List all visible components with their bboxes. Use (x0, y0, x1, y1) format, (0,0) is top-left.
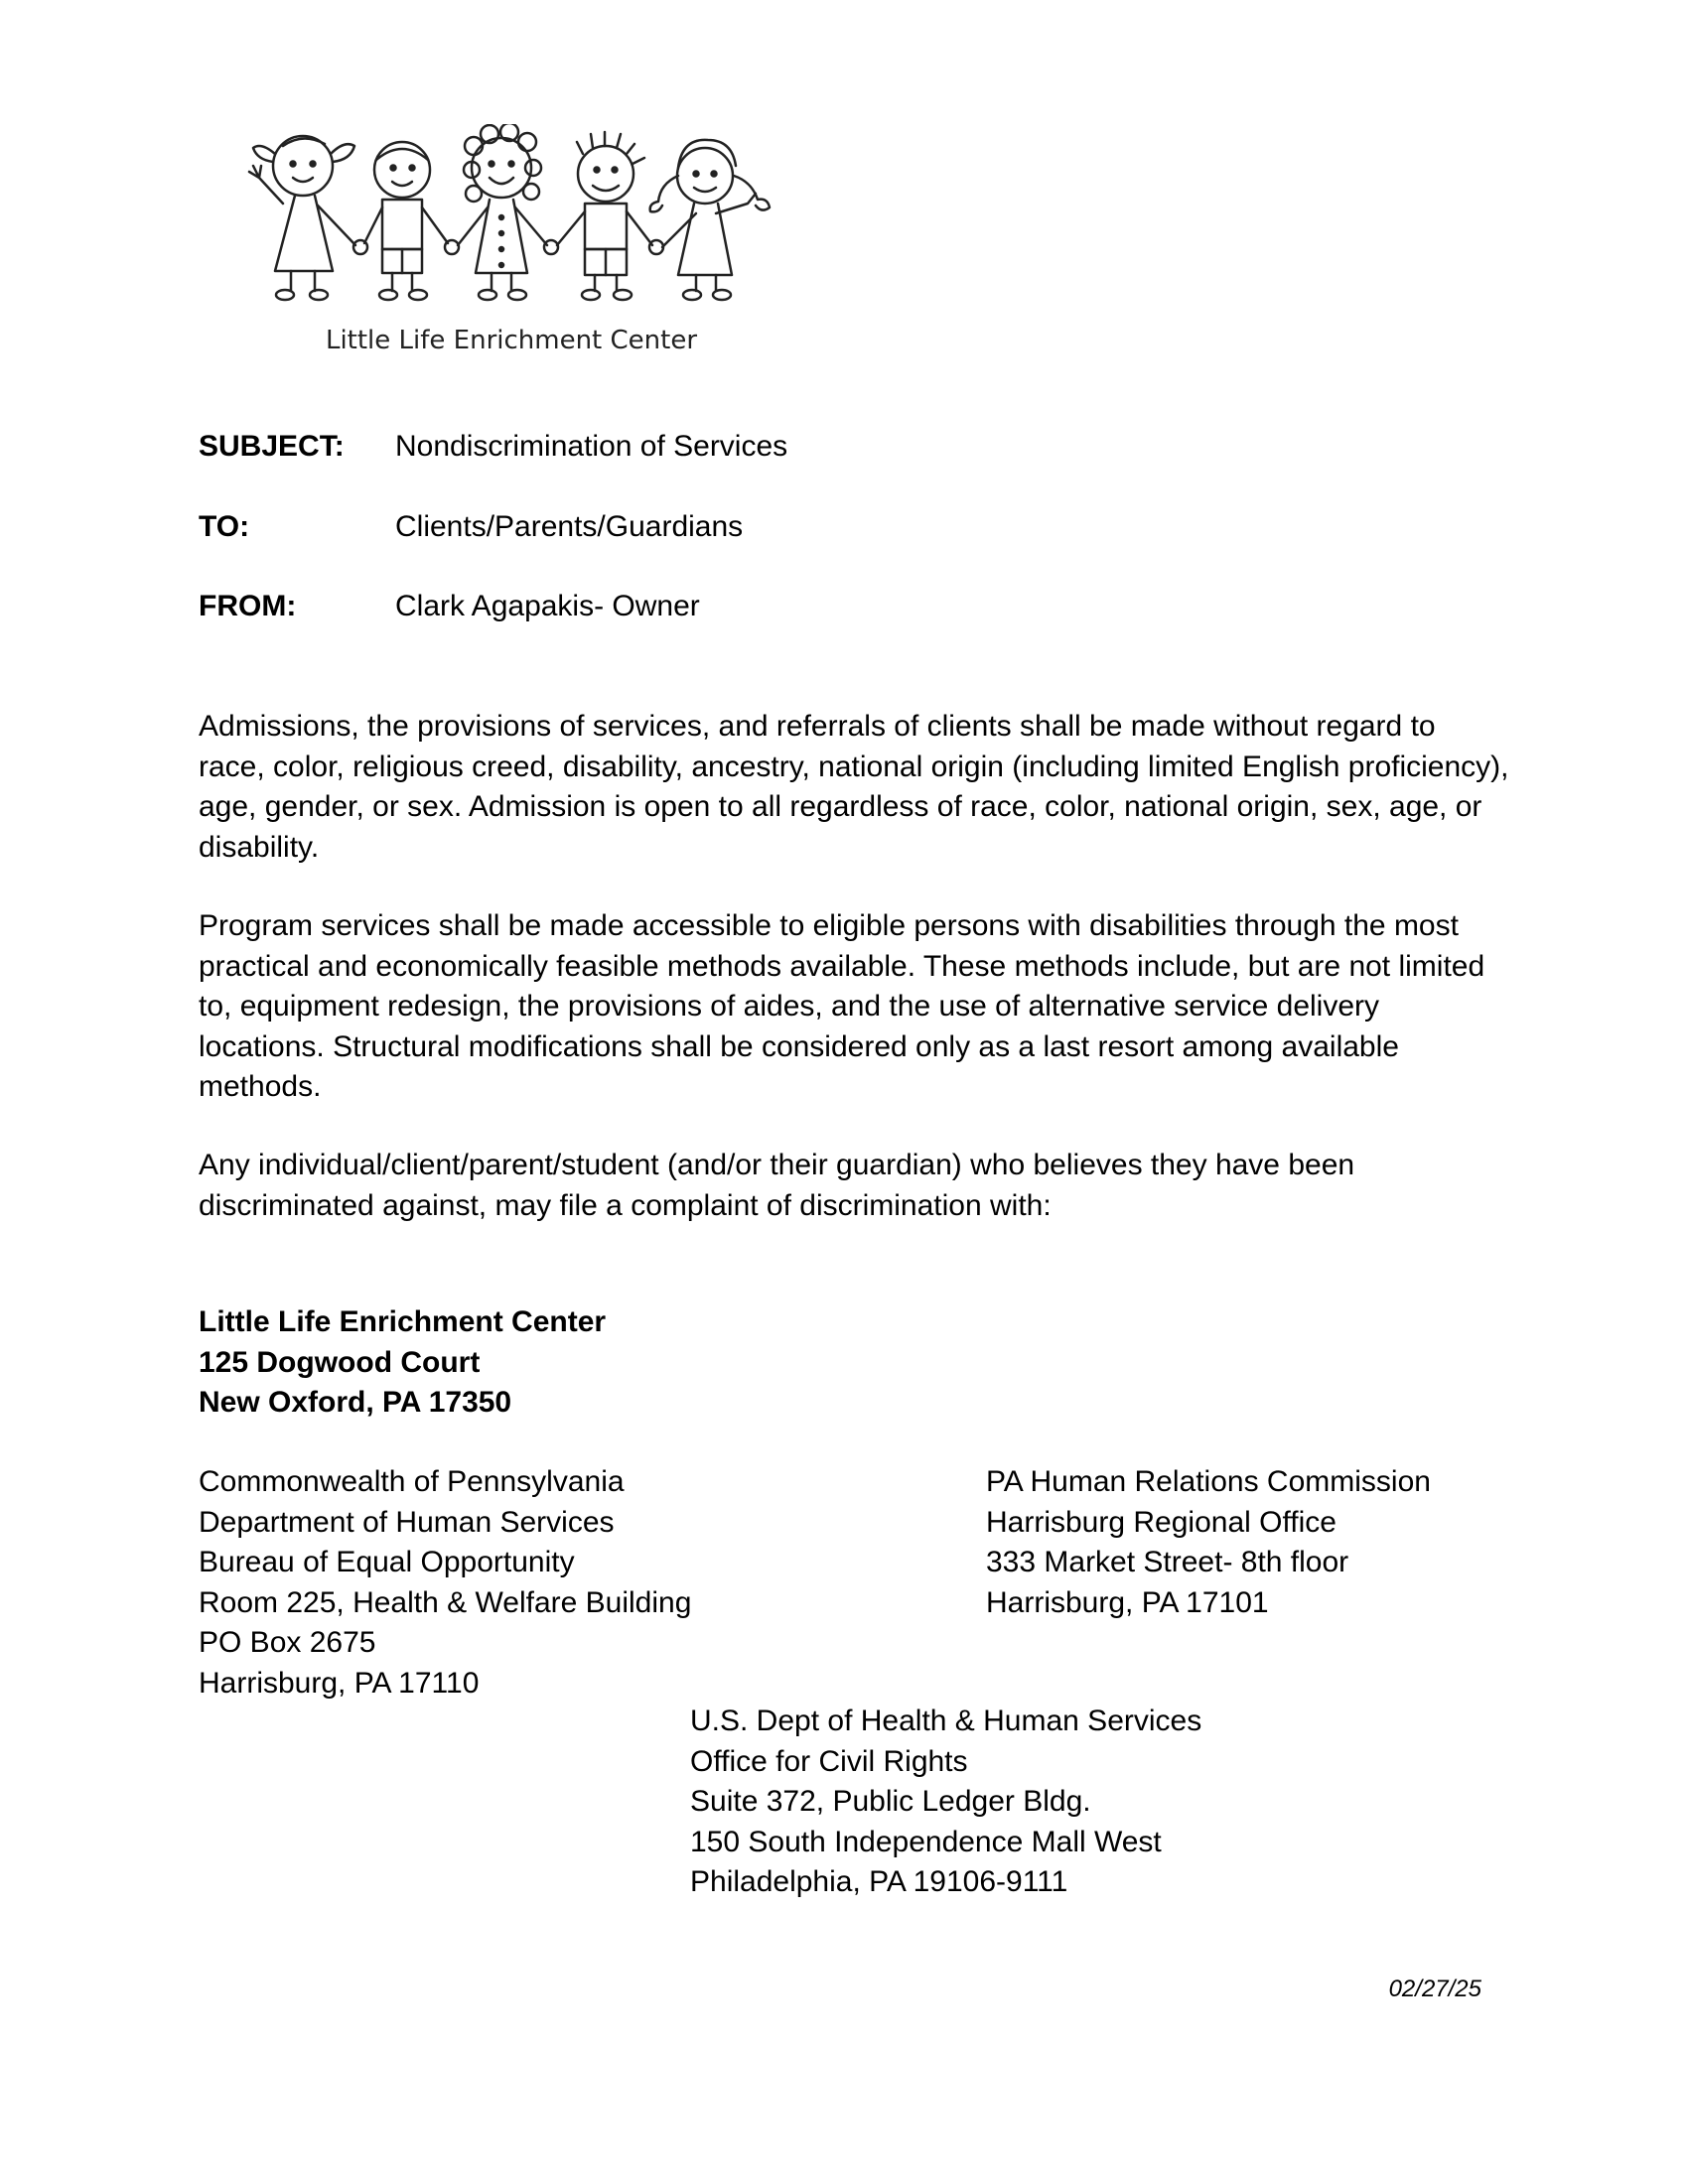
paragraph-accessibility: Program services shall be made accessible to eligible persons with disabilities through the most practical and economically feasible methods available. These methods include, but are not limited to, equipment redesign, the provisions of aides, and the use of alternative service delivery locations. Structural modifications shall be considered only as a last resort among available methods. (199, 909, 1485, 1103)
center-name: Little Life Enrichment Center (199, 1305, 607, 1338)
children-holding-hands-icon (213, 124, 829, 362)
phrc-line2: Harrisburg Regional Office (986, 1505, 1336, 1539)
center-address (199, 1302, 606, 1424)
hhs-line3: Suite 372, Public Ledger Bldg. (690, 1785, 1091, 1818)
from-label: FROM: (199, 590, 297, 622)
paragraph-complaint: Any individual/client/parent/student (and/or their guardian) who believes they have been discriminated against, may file a complaint of discrimination with: (199, 1149, 1355, 1222)
logo (213, 124, 829, 362)
to-value: Clients/Parents/Guardians (395, 510, 744, 543)
dhs-line1: Commonwealth of Pennsylvania (199, 1465, 625, 1498)
subject-value: Nondiscrimination of Services (395, 430, 788, 463)
paragraph-admissions: Admissions, the provisions of services, and referrals of clients shall be made without regard to race, color, religious creed, disability, ancestry, national origin (including limited English proficiency), age, gender, or sex. Admission is open to all regardless of race, color, national origin, sex, age, or disability. (199, 710, 1509, 864)
dhs-line6: Harrisburg, PA 17110 (199, 1666, 480, 1700)
hhs-line5: Philadelphia, PA 19106-9111 (690, 1865, 1068, 1898)
logo-caption: Little Life Enrichment Center (325, 326, 698, 355)
from-value: Clark Agapakis- Owner (395, 590, 700, 622)
dhs-line3: Bureau of Equal Opportunity (199, 1546, 575, 1578)
dhs-address (199, 1462, 691, 1704)
hhs-line4: 150 South Independence Mall West (690, 1825, 1162, 1858)
dhs-line2: Department of Human Services (199, 1505, 615, 1539)
document-date: 02/27/25 (1388, 1976, 1481, 2002)
phrc-line4: Harrisburg, PA 17101 (986, 1585, 1269, 1619)
hhs-address (690, 1702, 1201, 1903)
center-city: New Oxford, PA 17350 (199, 1386, 512, 1419)
phrc-line1: PA Human Relations Commission (986, 1465, 1431, 1498)
dhs-line5: PO Box 2675 (199, 1626, 376, 1659)
subject-label: SUBJECT: (199, 430, 345, 463)
hhs-line1: U.S. Dept of Health & Human Services (690, 1705, 1202, 1737)
phrc-line3: 333 Market Street- 8th floor (986, 1546, 1349, 1578)
to-label: TO: (199, 510, 250, 543)
dhs-line4: Room 225, Health & Welfare Building (199, 1585, 692, 1619)
phrc-address (986, 1462, 1431, 1623)
center-street: 125 Dogwood Court (199, 1345, 481, 1379)
hhs-line2: Office for Civil Rights (690, 1744, 968, 1778)
